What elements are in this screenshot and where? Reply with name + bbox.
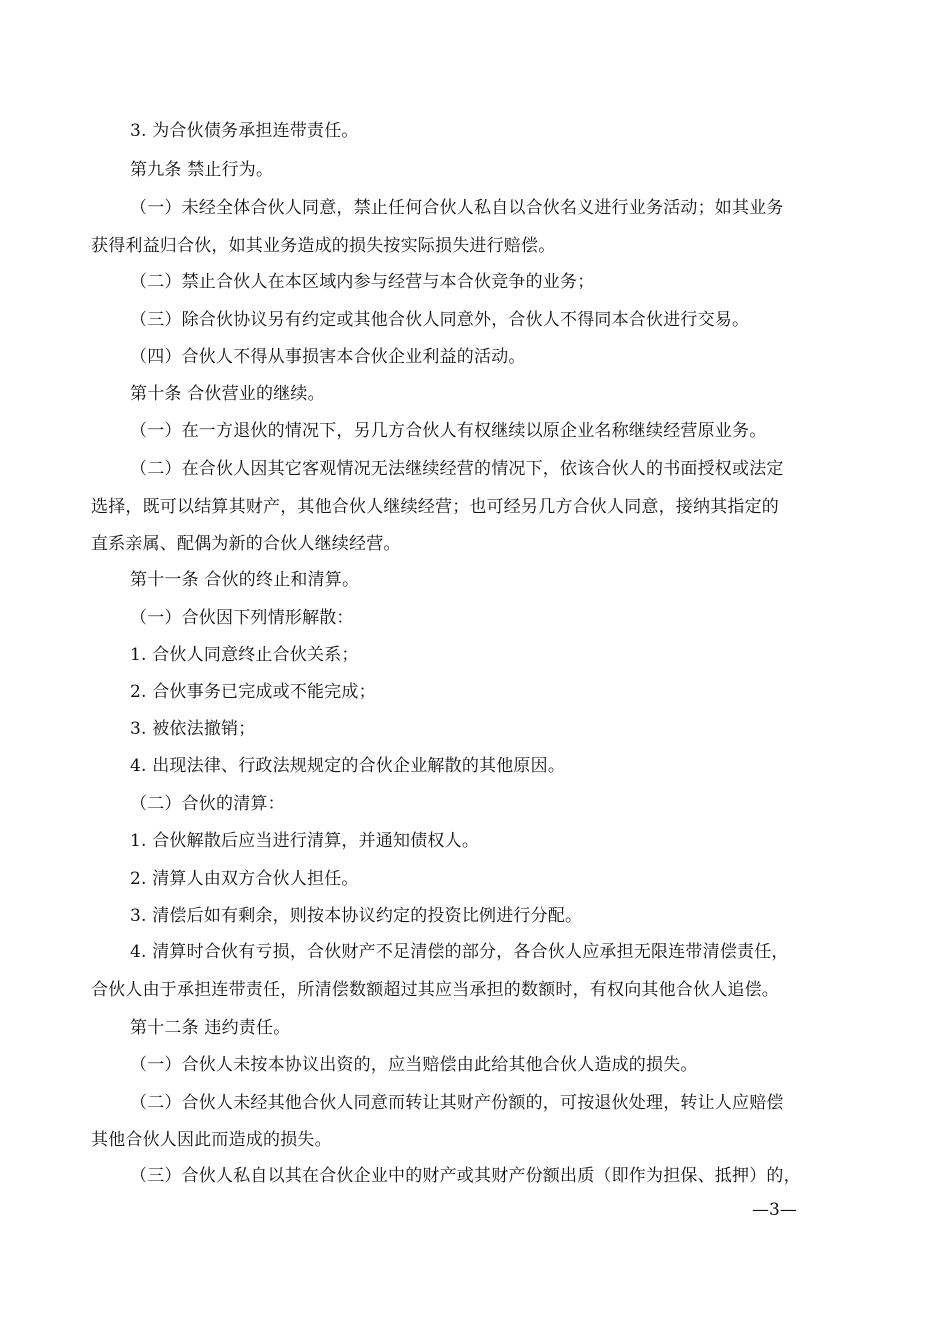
text-line: （一）未经全体合伙人同意，禁止任何合伙人私自以合伙名义进行业务活动；如其业务 [130, 198, 784, 218]
text-line: 3. 清偿后如有剩余，则按本协议约定的投资比例进行分配。 [130, 906, 583, 926]
text-line: 4. 清算时合伙有亏损，合伙财产不足清偿的部分，各合伙人应承担无限连带清偿责任， [130, 942, 789, 962]
text-line: （一）合伙因下列情形解散： [130, 608, 354, 628]
text-line: （一）在一方退伙的情况下，另几方合伙人有权继续以原企业名称继续经营原业务。 [130, 421, 767, 441]
text-line: （二）合伙人未经其他合伙人同意而转让其财产份额的，可按退伙处理，转让人应赔偿 [130, 1093, 784, 1113]
article-heading: 第九条 禁止行为。 [130, 160, 274, 180]
text-line: （三）除合伙协议另有约定或其他合伙人同意外，合伙人不得同本合伙进行交易。 [130, 310, 750, 330]
text-line: （二）在合伙人因其它客观情况无法继续经营的情况下，依该合伙人的书面授权或法定 [130, 459, 784, 479]
text-line: 合伙人由于承担连带责任，所清偿数额超过其应当承担的数额时，有权向其他合伙人追偿。 [91, 980, 779, 1000]
text-line: （四）合伙人不得从事损害本合伙企业利益的活动。 [130, 347, 526, 367]
text-line: 4. 出现法律、行政法规规定的合伙企业解散的其他原因。 [130, 756, 566, 776]
article-heading: 第十一条 合伙的终止和清算。 [130, 570, 360, 590]
text-line: 3. 为合伙债务承担连带责任。 [130, 121, 359, 141]
text-line: 2. 合伙事务已完成或不能完成； [130, 682, 376, 702]
text-line: （二）合伙的清算： [130, 794, 285, 814]
text-line: 2. 清算人由双方合伙人担任。 [130, 869, 359, 889]
text-line: （一）合伙人未按本协议出资的，应当赔偿由此给其他合伙人造成的损失。 [130, 1055, 698, 1075]
text-line: （三）合伙人私自以其在合伙企业中的财产或其财产份额出质（即作为担保、抵押）的， [130, 1166, 801, 1186]
text-line: 1. 合伙人同意终止合伙关系； [130, 645, 359, 665]
text-line: 其他合伙人因此而造成的损失。 [91, 1130, 332, 1150]
text-line: 3. 被依法撤销； [130, 719, 256, 739]
article-heading: 第十二条 违约责任。 [130, 1018, 291, 1038]
text-line: 获得利益归合伙，如其业务造成的损失按实际损失进行赔偿。 [91, 236, 556, 256]
text-line: （二）禁止合伙人在本区域内参与经营与本合伙竞争的业务； [130, 272, 595, 292]
article-heading: 第十条 合伙营业的继续。 [130, 384, 325, 404]
page-number: —3— [752, 1200, 797, 1220]
text-line: 直系亲属、配偶为新的合伙人继续经营。 [91, 534, 401, 554]
text-line: 选择，既可以结算其财产，其他合伙人继续经营；也可经另几方合伙人同意，接纳其指定的 [91, 497, 779, 517]
text-line: 1. 合伙解散后应当进行清算，并通知债权人。 [130, 831, 480, 851]
